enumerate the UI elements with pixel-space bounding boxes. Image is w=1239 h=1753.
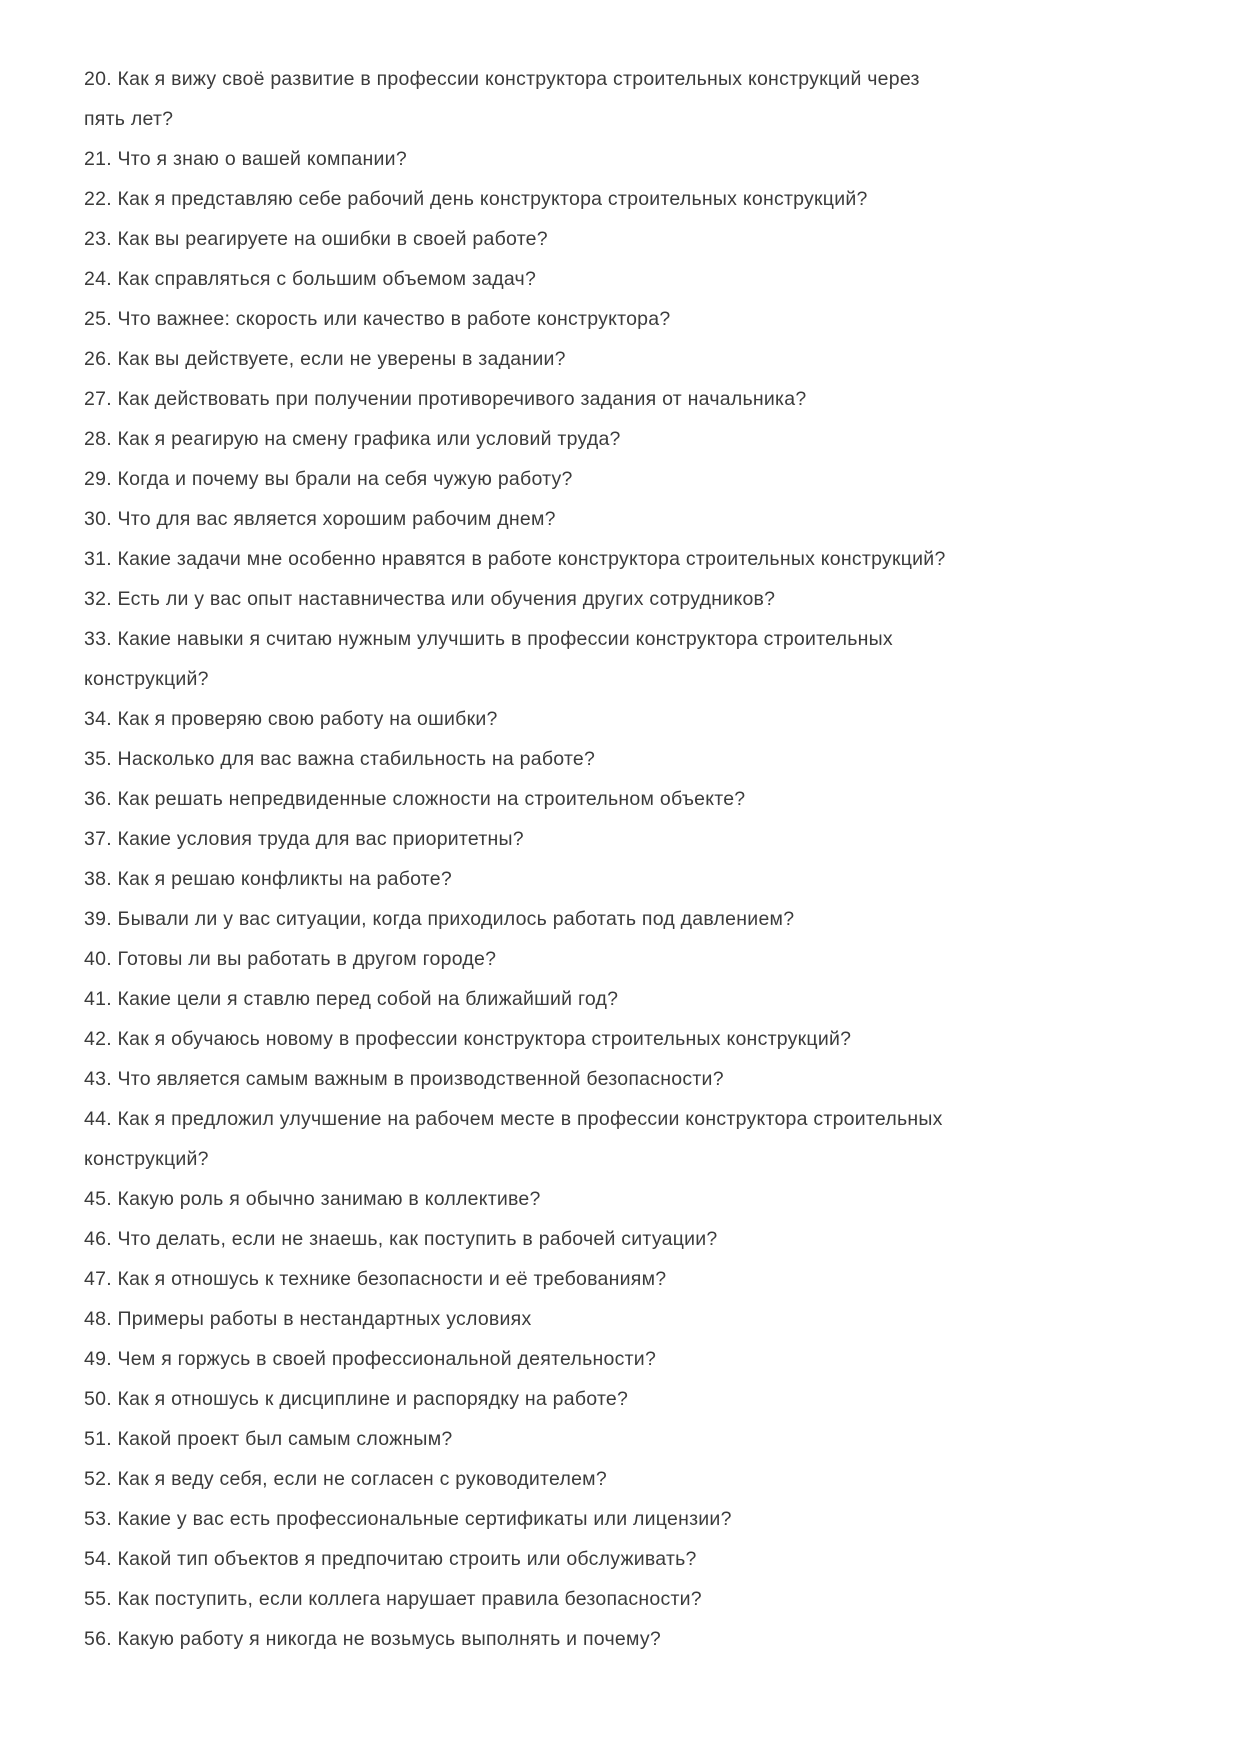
list-item [84, 379, 1169, 419]
question-text: 23. Как вы реагируете на ошибки в своей работе? [84, 228, 548, 250]
list-item [84, 219, 1169, 259]
list-item [84, 1059, 1169, 1099]
question-text: 51. Какой проект был самым сложным? [84, 1428, 453, 1450]
list-item [84, 979, 1169, 1019]
list-item [84, 1459, 1169, 1499]
question-text: 49. Чем я горжусь в своей профессиональной деятельности? [84, 1348, 657, 1370]
list-item [84, 1099, 1169, 1179]
list-item [84, 1539, 1169, 1579]
list-item [84, 899, 1169, 939]
question-text: 53. Какие у вас есть профессиональные сертификаты или лицензии? [84, 1508, 732, 1530]
question-text: 21. Что я знаю о вашей компании? [84, 148, 407, 170]
list-item [84, 1299, 1169, 1339]
question-text: 45. Какую роль я обычно занимаю в коллективе? [84, 1188, 541, 1210]
list-item [84, 259, 1169, 299]
list-item [84, 819, 1169, 859]
list-item [84, 299, 1169, 339]
list-item [84, 1179, 1169, 1219]
question-text: 38. Как я решаю конфликты на работе? [84, 868, 452, 890]
question-text: 46. Что делать, если не знаешь, как поступить в рабочей ситуации? [84, 1228, 718, 1250]
list-item [84, 419, 1169, 459]
list-item [84, 139, 1169, 179]
question-text: 33. Какие навыки я считаю нужным улучшить в профессии конструктора строительных [84, 628, 893, 650]
question-text: 42. Как я обучаюсь новому в профессии конструктора строительных конструкций? [84, 1028, 852, 1050]
list-item [84, 1499, 1169, 1539]
question-text: 55. Как поступить, если коллега нарушает правила безопасности? [84, 1588, 702, 1610]
question-text: 47. Как я отношусь к технике безопасности и её требованиям? [84, 1268, 667, 1290]
question-text-continuation: пять лет? [84, 108, 174, 130]
question-text: 28. Как я реагирую на смену графика или условий труда? [84, 428, 621, 450]
list-item [84, 619, 1169, 699]
list-item [84, 1579, 1169, 1619]
question-text: 35. Насколько для вас важна стабильность на работе? [84, 748, 596, 770]
question-text: 39. Бывали ли у вас ситуации, когда приходилось работать под давлением? [84, 908, 795, 930]
question-text: 56. Какую работу я никогда не возьмусь выполнять и почему? [84, 1628, 661, 1650]
question-text: 54. Какой тип объектов я предпочитаю строить или обслуживать? [84, 1548, 697, 1570]
question-text: 31. Какие задачи мне особенно нравятся в работе конструктора строительных конструкций? [84, 548, 946, 570]
question-text: 32. Есть ли у вас опыт наставничества или обучения других сотрудников? [84, 588, 776, 610]
list-item [84, 1019, 1169, 1059]
question-text: 52. Как я веду себя, если не согласен с руководителем? [84, 1468, 607, 1490]
question-text: 27. Как действовать при получении противоречивого задания от начальника? [84, 388, 807, 410]
list-item [84, 459, 1169, 499]
question-text-continuation: конструкций? [84, 1148, 209, 1170]
question-text: 48. Примеры работы в нестандартных условиях [84, 1308, 532, 1330]
question-text: 30. Что для вас является хорошим рабочим днем? [84, 508, 556, 530]
question-text: 24. Как справляться с большим объемом задач? [84, 268, 537, 290]
question-text: 37. Какие условия труда для вас приоритетны? [84, 828, 524, 850]
question-list [84, 59, 1169, 1659]
question-text: 44. Как я предложил улучшение на рабочем месте в профессии конструктора строительных [84, 1108, 943, 1130]
list-item [84, 1259, 1169, 1299]
question-text: 26. Как вы действуете, если не уверены в задании? [84, 348, 566, 370]
list-item [84, 579, 1169, 619]
list-item [84, 539, 1169, 579]
question-text: 50. Как я отношусь к дисциплине и распорядку на работе? [84, 1388, 629, 1410]
question-text: 41. Какие цели я ставлю перед собой на ближайший год? [84, 988, 619, 1010]
list-item [84, 1339, 1169, 1379]
list-item [84, 699, 1169, 739]
list-item [84, 779, 1169, 819]
list-item [84, 859, 1169, 899]
list-item [84, 1219, 1169, 1259]
question-text: 29. Когда и почему вы брали на себя чужую работу? [84, 468, 573, 490]
list-item [84, 339, 1169, 379]
question-text: 40. Готовы ли вы работать в другом городе? [84, 948, 497, 970]
list-item [84, 59, 1169, 139]
question-text: 43. Что является самым важным в производственной безопасности? [84, 1068, 724, 1090]
list-item [84, 179, 1169, 219]
list-item [84, 739, 1169, 779]
list-item [84, 939, 1169, 979]
question-text: 20. Как я вижу своё развитие в профессии конструктора строительных конструкций через [84, 68, 920, 90]
question-text: 22. Как я представляю себе рабочий день конструктора строительных конструкций? [84, 188, 868, 210]
question-text: 36. Как решать непредвиденные сложности на строительном объекте? [84, 788, 746, 810]
question-text-continuation: конструкций? [84, 668, 209, 690]
list-item [84, 1379, 1169, 1419]
question-text: 34. Как я проверяю свою работу на ошибки? [84, 708, 498, 730]
question-text: 25. Что важнее: скорость или качество в работе конструктора? [84, 308, 671, 330]
list-item [84, 1419, 1169, 1459]
list-item [84, 499, 1169, 539]
list-item [84, 1619, 1169, 1659]
